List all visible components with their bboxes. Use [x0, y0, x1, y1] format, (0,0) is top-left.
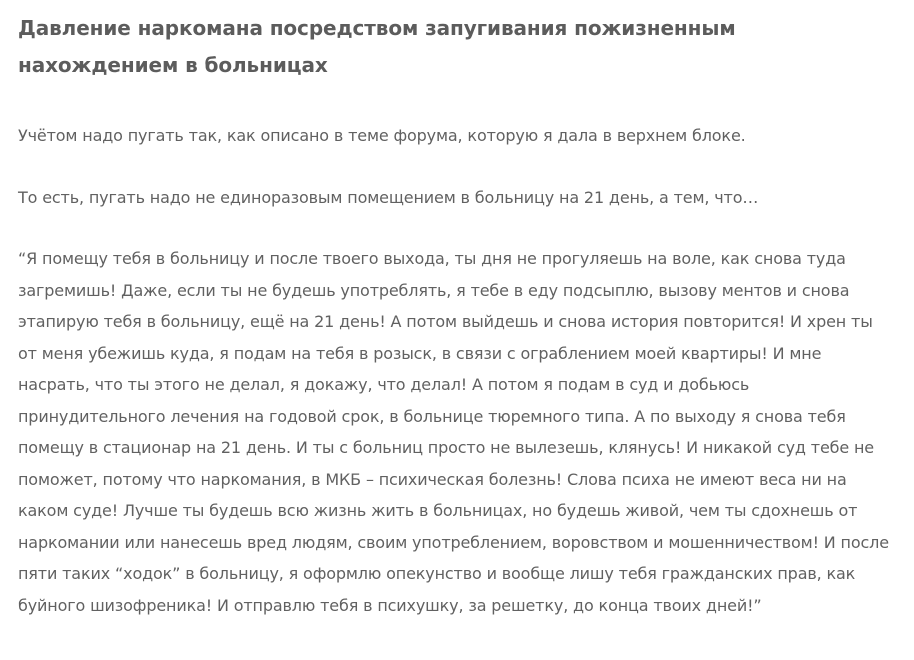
- article-paragraph-intro: Учётом надо пугать так, как описано в теме форума, которую я дала в верхнем блоке.: [18, 126, 746, 145]
- article-paragraph-quote: “Я помещу тебя в больницу и после твоего выхода, ты дня не прогуляешь на воле, как снова туда загремишь! Даже, если ты не будешь употреблять, я тебе в еду подсыплю, вызову ментов и снова этапирую тебя в больницу, ещё на 21 день! А потом выйдешь и снова история повторится! И хрен ты от меня убежишь куда, я подам на тебя в розыск, в связи с ограблением моей квартиры! И мне насрать, что ты этого не делал, я докажу, что делал! А потом я подам в суд и добьюсь принудительного лечения на годовой срок, в больнице тюремного типа. А по выходу я снова тебя помещу в стационар на 21 день. И ты с больниц просто не вылезешь, клянусь! И никакой суд тебе не поможет, потому что наркомания, в МКБ – психическая болезнь! Слова психа не имеют веса ни на каком суде! Лучше ты будешь всю жизнь жить в больницах, но будешь живой, чем ты сдохнешь от наркомании или нанесешь вред людям, своим употреблением, воровством и мошенничеством! И после пяти таких “ходок” в больницу, я оформлю опекунство и вообще лишу тебя гражданских прав, как буйного шизофреника! И отправлю тебя в психушку, за решетку, до конца твоих дней!”: [18, 249, 889, 615]
- article-paragraph-clarification: То есть, пугать надо не единоразовым помещением в больницу на 21 день, а тем, что…: [18, 187, 759, 207]
- article-title: Давление наркомана посредством запугивания пожизненным нахождением в больницах: [18, 16, 736, 77]
- article: [18, 10, 896, 621]
